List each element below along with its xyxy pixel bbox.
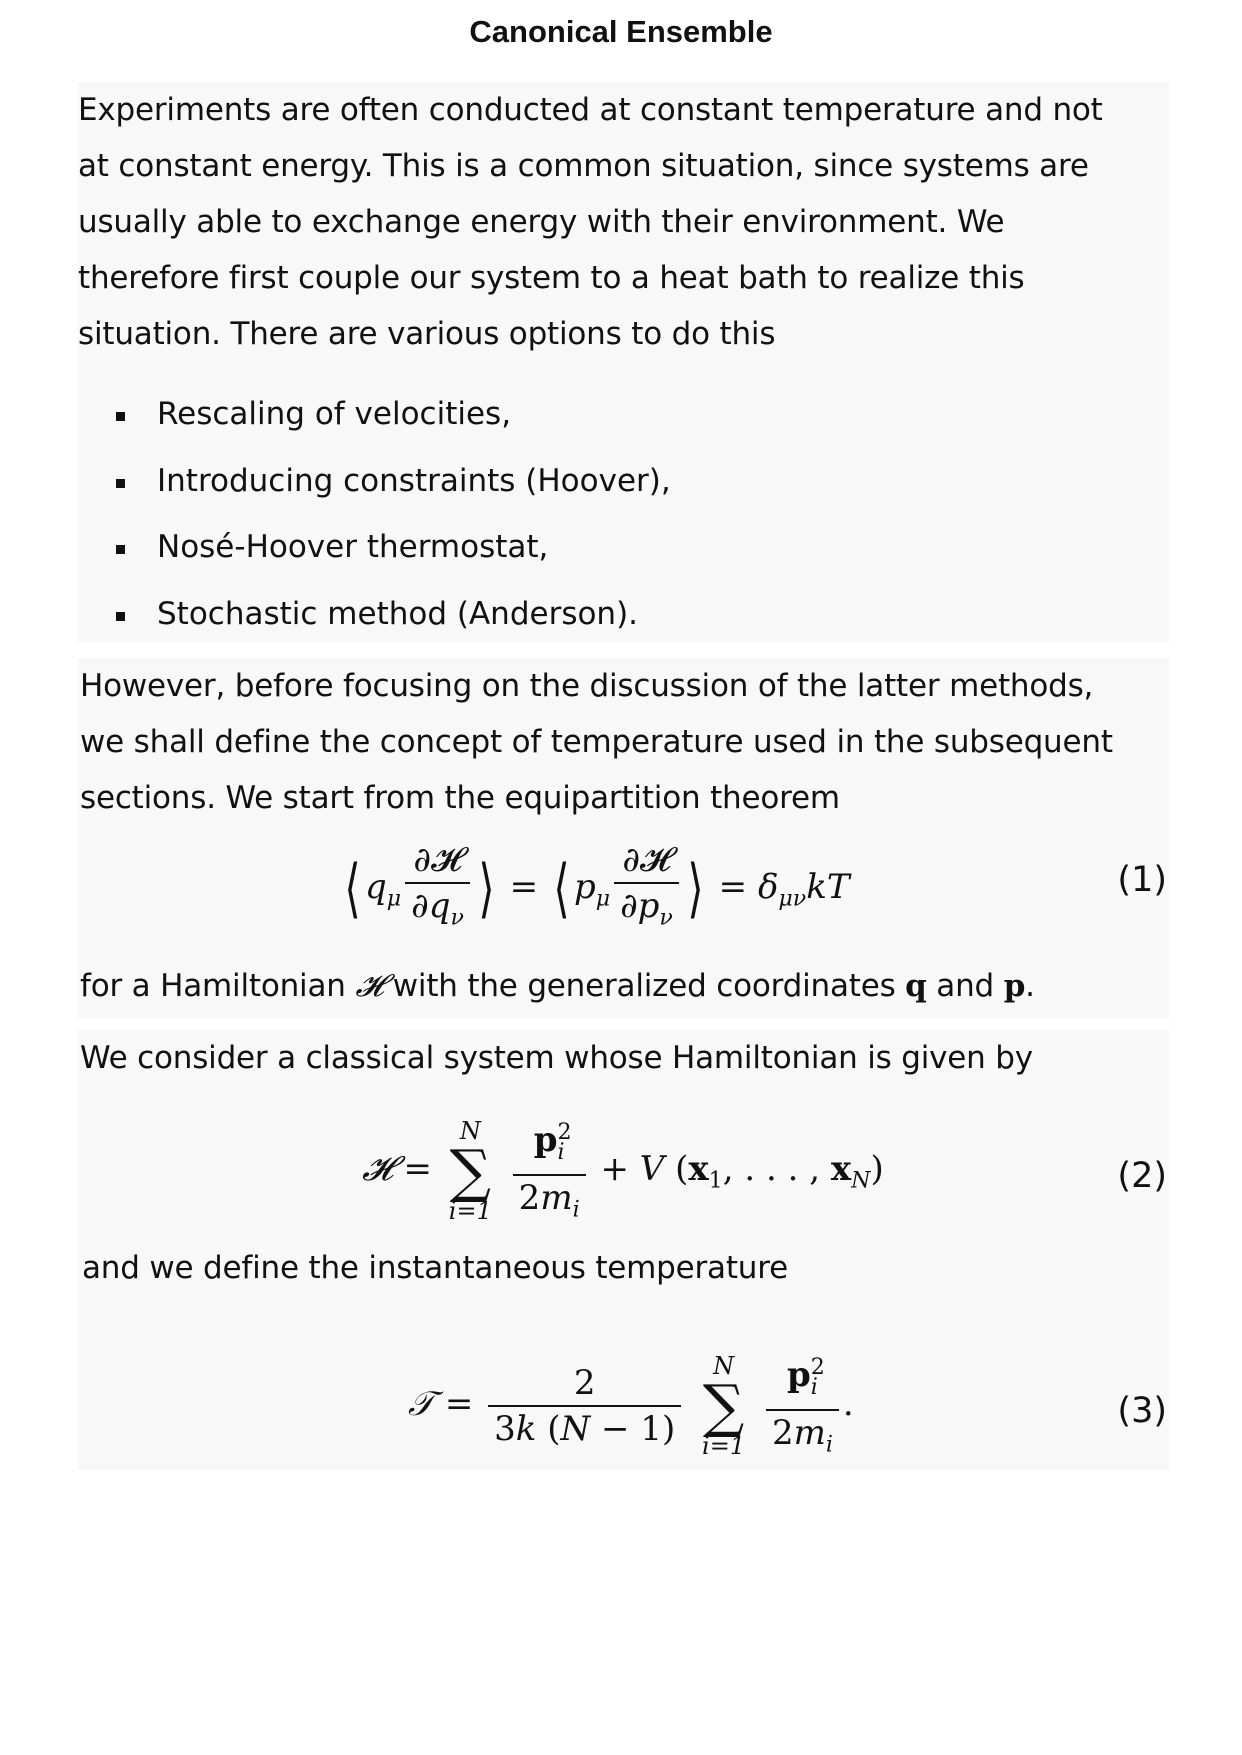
section3-line2: and we define the instantaneous temperature bbox=[82, 1250, 788, 1286]
list-item-label: Nosé-Hoover thermostat, bbox=[157, 529, 549, 565]
intro-line: situation. There are various options to do this bbox=[78, 316, 776, 352]
equation-2 bbox=[78, 1110, 1169, 1260]
bullet-icon bbox=[116, 479, 125, 488]
bullet-icon bbox=[116, 412, 125, 421]
intro-line: at constant energy. This is a common situation, since systems are bbox=[78, 148, 1089, 184]
equation-2-formula: 𝓗 = N ∑ i=1 $\frac{p^2_i}{2m_i}$ + V ($x_1$, . . . , $x_N$) bbox=[362, 1110, 884, 1232]
intro-paragraph bbox=[78, 82, 1103, 362]
equation-3 bbox=[78, 1345, 1169, 1505]
section2-paragraph bbox=[80, 658, 1113, 826]
hamiltonian-block bbox=[78, 1030, 1169, 1470]
equation-1-formula: ⟨ $q_\mu$ $\frac{\text{∂𝓗}}{\partial q_\nu}$ ⟩ = ⟨ $p_\mu$ $\frac{\text{∂𝓗}}{\partial p_\nu}$ ⟩ = $\delta_{\mu\nu}kT$ bbox=[344, 840, 850, 931]
equation-2-number: (2) bbox=[1117, 1156, 1167, 1196]
equation-3-number: (3) bbox=[1117, 1391, 1167, 1431]
equation-3-formula: 𝒯 = $\frac{2}{3k (N - 1)}$ N ∑ i=1 $\frac{p^2_i}{2m_i}$ . bbox=[408, 1345, 854, 1467]
intro-block bbox=[78, 82, 1169, 642]
intro-line: Experiments are often conducted at constant temperature and not bbox=[78, 92, 1103, 128]
section2-line: we shall define the concept of temperature used in the subsequent bbox=[80, 724, 1113, 760]
bullet-icon bbox=[116, 612, 125, 621]
equation-1 bbox=[78, 838, 1169, 938]
section2-line: However, before focusing on the discussion of the latter methods, bbox=[80, 668, 1094, 704]
bullet-icon bbox=[116, 545, 125, 554]
hamiltonian-symbol: 𝓗 bbox=[355, 968, 384, 1004]
section2-line: sections. We start from the equipartition theorem bbox=[80, 780, 840, 816]
section2-after: for a Hamiltonian 𝓗 with the generalized coordinates q and p. bbox=[80, 968, 1035, 1004]
equipartition-block bbox=[78, 658, 1169, 1018]
section3-line1: We consider a classical system whose Hamiltonian is given by bbox=[80, 1040, 1033, 1076]
coordinate-q: q bbox=[905, 968, 927, 1004]
coordinate-p: p bbox=[1003, 968, 1026, 1004]
list-item-label: Rescaling of velocities, bbox=[157, 396, 512, 432]
intro-line: therefore first couple our system to a heat bath to realize this bbox=[78, 260, 1025, 296]
list-item-label: Introducing constraints (Hoover), bbox=[157, 463, 671, 499]
page-title: Canonical Ensemble bbox=[469, 14, 773, 49]
equation-1-number: (1) bbox=[1117, 860, 1167, 900]
intro-line: usually able to exchange energy with their environment. We bbox=[78, 204, 1005, 240]
list-item-label: Stochastic method (Anderson). bbox=[157, 596, 639, 632]
